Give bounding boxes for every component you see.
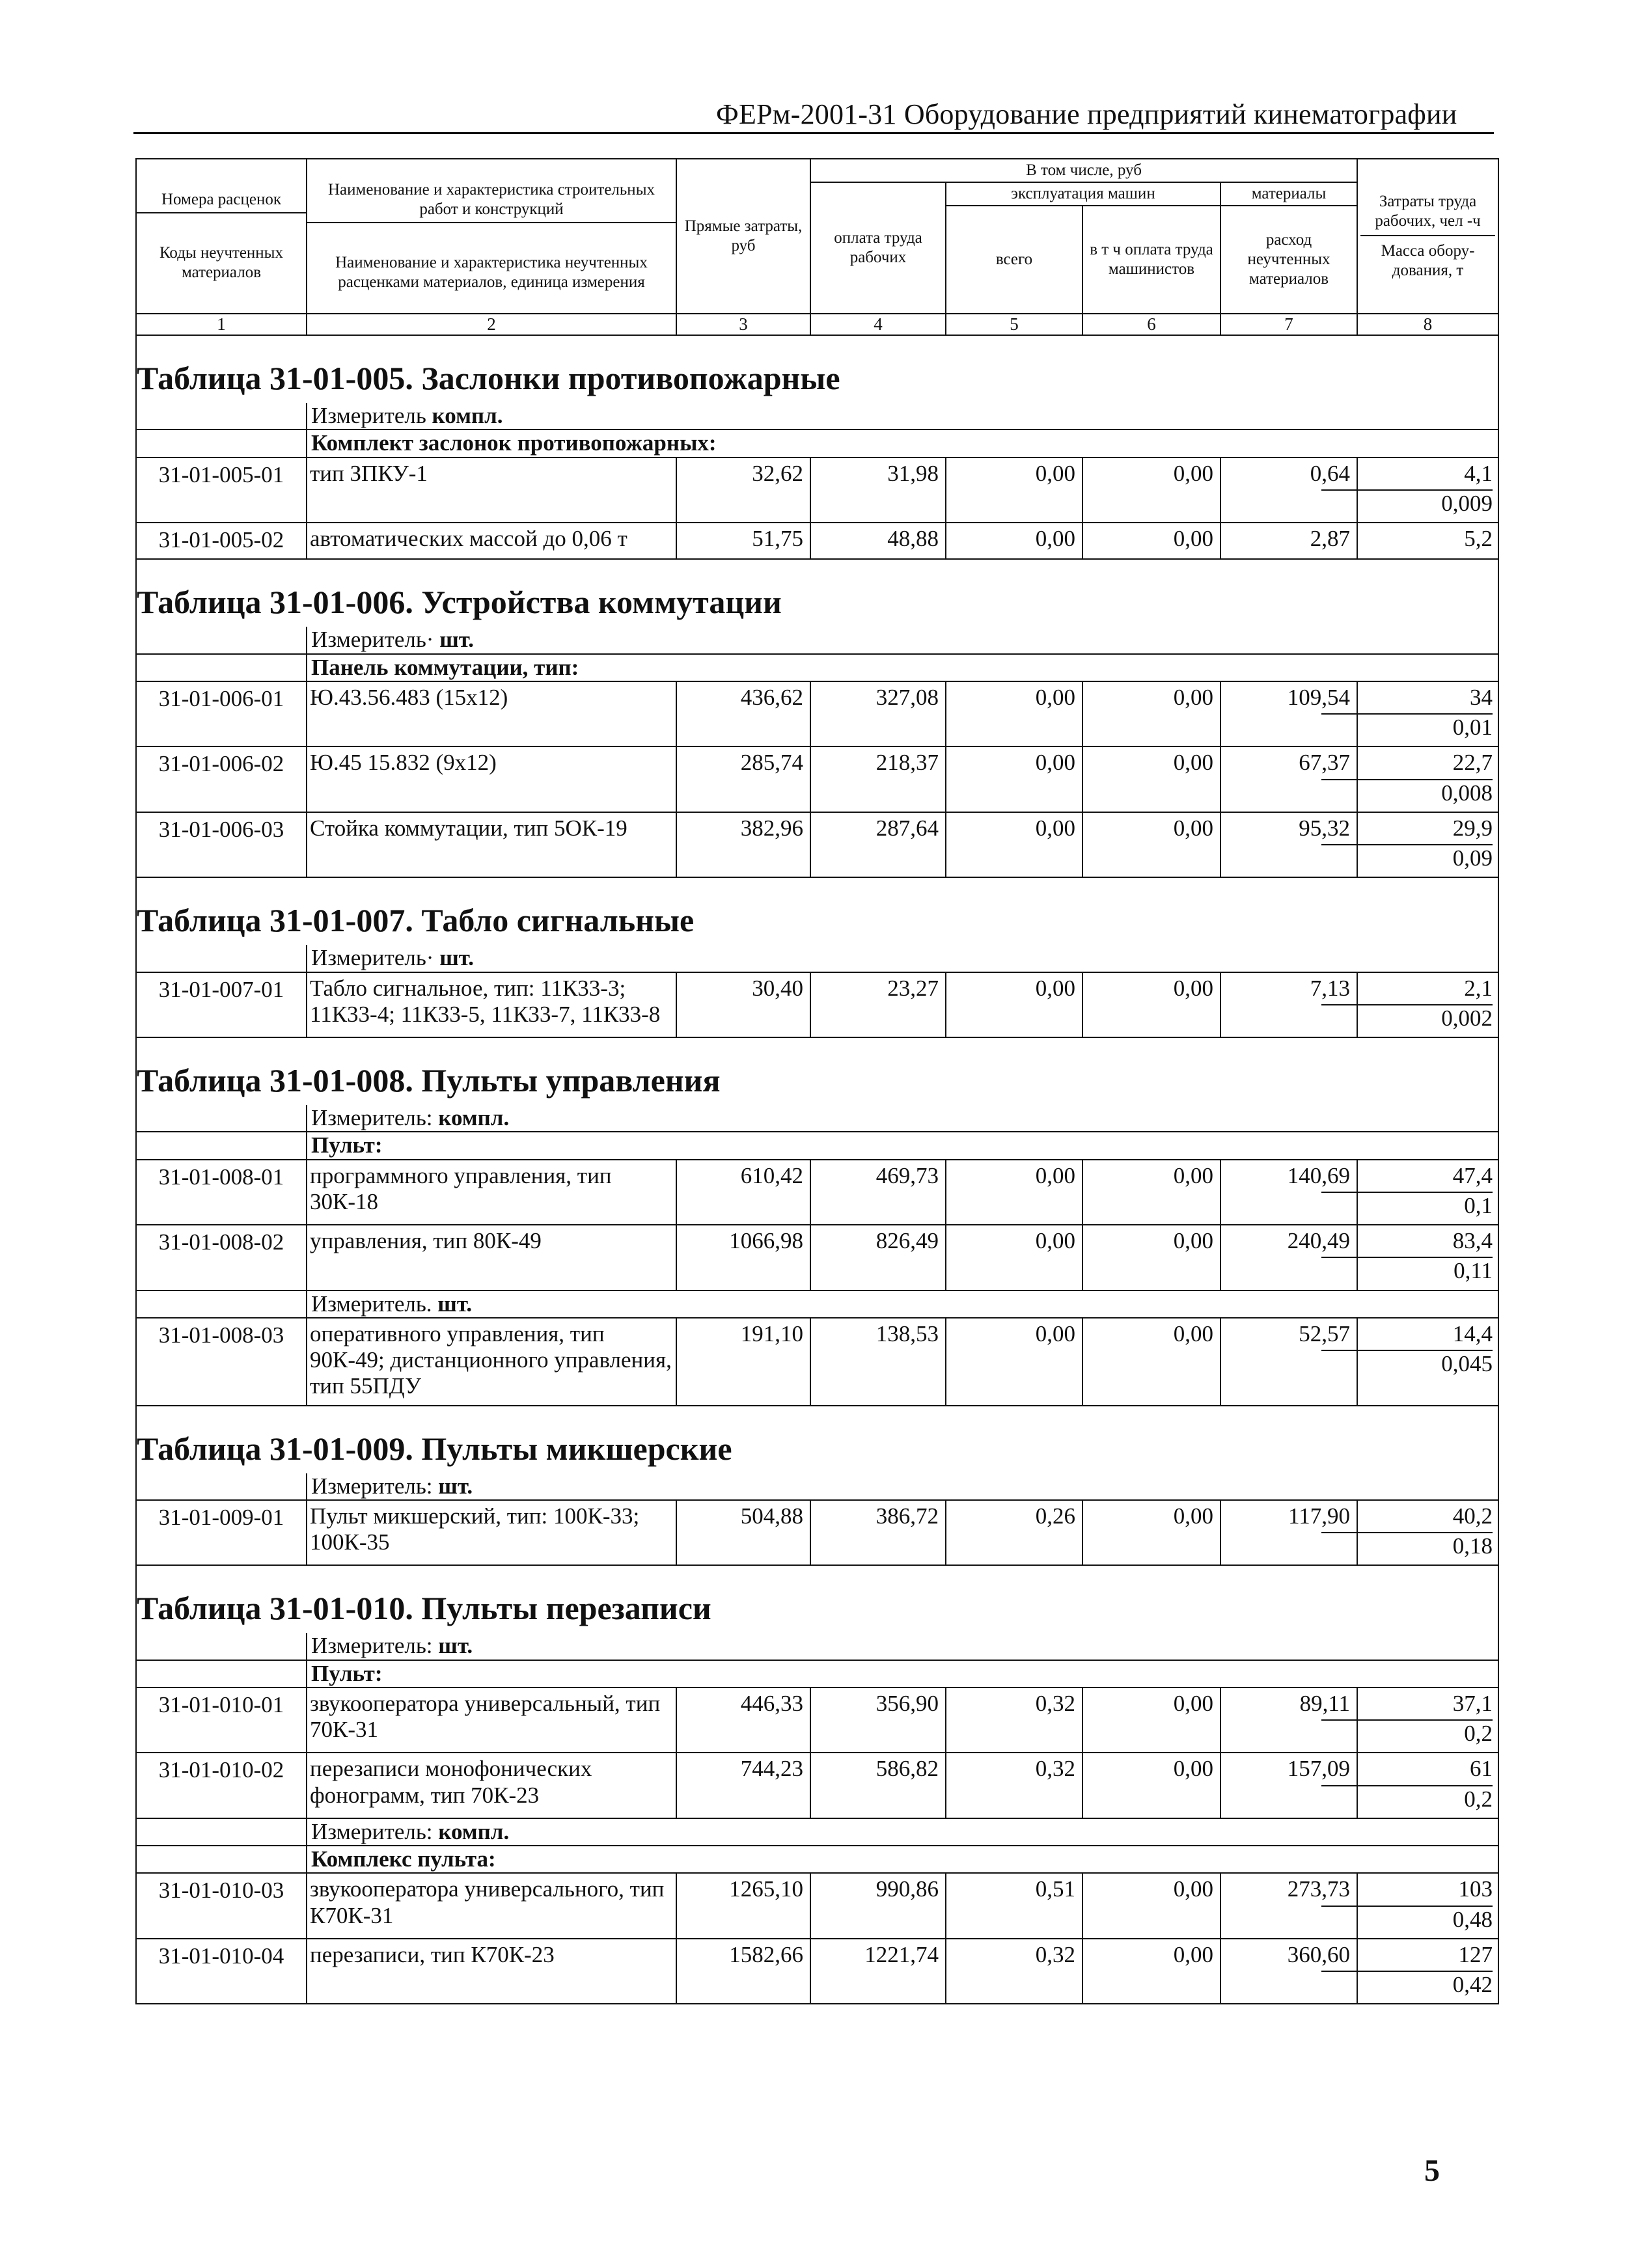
header-col5: всего <box>946 206 1082 314</box>
measurer-row <box>136 1105 1498 1132</box>
labor-wrap <box>1360 1503 1493 1529</box>
rate-labor-mass <box>1357 1318 1498 1406</box>
rate-mass: 0,09 <box>1452 845 1493 871</box>
rate-machines: 0,00 <box>946 523 1082 559</box>
rate-wages: 23,27 <box>810 972 946 1038</box>
column-number: 8 <box>1357 314 1498 335</box>
rate-direct: 1066,98 <box>676 1225 810 1291</box>
rate-direct: 191,10 <box>676 1318 810 1406</box>
group-spacer <box>136 654 307 681</box>
rate-mass: 0,42 <box>1452 1972 1493 1998</box>
rate-materials: 95,32 <box>1220 812 1357 878</box>
rate-materials: 109,54 <box>1220 681 1357 747</box>
labor-wrap <box>1360 1228 1493 1254</box>
rate-materials: 117,90 <box>1220 1500 1357 1566</box>
table-title-row <box>136 1565 1498 1633</box>
measurer-spacer <box>136 945 307 972</box>
rate-machines: 0,00 <box>946 1318 1082 1406</box>
rate-code: 31-01-006-02 <box>136 746 307 812</box>
rate-row <box>136 1873 1498 1939</box>
measurer-unit: компл. <box>432 403 503 429</box>
rate-code: 31-01-005-01 <box>136 458 307 523</box>
rate-machinists: 0,00 <box>1082 458 1220 523</box>
rate-row <box>136 1753 1498 1818</box>
rate-materials: 360,60 <box>1220 1939 1357 2004</box>
rate-machines: 0,00 <box>946 681 1082 747</box>
measurer-row <box>136 1818 1498 1846</box>
running-head: ФЕРм-2001-31 Оборудование предприятий кинематографии <box>716 98 1457 130</box>
rate-name: Ю.43.56.483 (15х12) <box>307 681 676 747</box>
rate-labor-mass <box>1357 1687 1498 1753</box>
group-spacer <box>136 430 307 457</box>
group-label: Комплекс пульта: <box>307 1846 1498 1873</box>
measurer-label: Измеритель: <box>311 1105 433 1131</box>
group-spacer <box>136 1660 307 1687</box>
rate-labor-mass <box>1357 812 1498 878</box>
rate-direct: 382,96 <box>676 812 810 878</box>
measurer-label: Измеритель· <box>311 945 434 971</box>
rate-materials: 240,49 <box>1220 1225 1357 1291</box>
rate-row <box>136 746 1498 812</box>
column-number: 5 <box>946 314 1082 335</box>
header-materials: материалы <box>1220 182 1357 206</box>
rate-row <box>136 458 1498 523</box>
rate-materials: 157,09 <box>1220 1753 1357 1818</box>
rate-mass: 0,1 <box>1464 1192 1493 1218</box>
rate-labor-mass <box>1357 1753 1498 1818</box>
rate-wages: 1221,74 <box>810 1939 946 2004</box>
column-numbers-row <box>136 314 1498 335</box>
rate-labor: 40,2 <box>1452 1503 1493 1529</box>
measurer-row <box>136 945 1498 972</box>
rate-code: 31-01-006-03 <box>136 812 307 878</box>
rate-labor-mass <box>1357 458 1498 523</box>
measurer-cell <box>307 1633 1498 1660</box>
rate-machines: 0,00 <box>946 1225 1082 1291</box>
rate-machinists: 0,00 <box>1082 1939 1220 2004</box>
table-title-row <box>136 1406 1498 1473</box>
column-number: 3 <box>676 314 810 335</box>
rate-machines: 0,51 <box>946 1873 1082 1939</box>
rate-machinists: 0,00 <box>1082 523 1220 559</box>
table-title-row <box>136 335 1498 403</box>
measurer-unit: шт. <box>438 1473 473 1499</box>
group-label: Пульт: <box>307 1660 1498 1687</box>
rate-labor-mass <box>1357 1500 1498 1566</box>
header-col2: Наименование и характеристика строительных работ и конструкций Наименование и характеристика неучтенных расценками материалов, единица измерения <box>307 159 676 314</box>
measurer-row <box>136 1291 1498 1318</box>
measurer-unit: шт. <box>437 1291 473 1317</box>
rate-name: Ю.45 15.832 (9х12) <box>307 746 676 812</box>
rate-name: перезаписи, тип К70К-23 <box>307 1939 676 2004</box>
measurer-label: Измеритель <box>311 403 426 429</box>
measurer-cell <box>307 627 1498 653</box>
rate-wages: 138,53 <box>810 1318 946 1406</box>
rate-mass: 0,2 <box>1464 1721 1493 1747</box>
column-number: 1 <box>136 314 307 335</box>
rate-direct: 446,33 <box>676 1687 810 1753</box>
rate-machines: 0,00 <box>946 746 1082 812</box>
rate-direct: 51,75 <box>676 523 810 559</box>
measurer-cell <box>307 1105 1498 1132</box>
measurer-spacer <box>136 1105 307 1132</box>
rate-materials: 273,73 <box>1220 1873 1357 1939</box>
group-spacer <box>136 1132 307 1159</box>
rate-machines: 0,32 <box>946 1687 1082 1753</box>
measurer-row <box>136 403 1498 430</box>
rate-wages: 31,98 <box>810 458 946 523</box>
measurer-row <box>136 627 1498 653</box>
rate-labor-mass <box>1357 1873 1498 1939</box>
labor-wrap <box>1360 461 1493 487</box>
labor-wrap <box>1360 526 1493 552</box>
rate-materials: 7,13 <box>1220 972 1357 1038</box>
rate-row <box>136 681 1498 747</box>
group-row <box>136 654 1498 681</box>
table-title: Таблица 31-01-007. Табло сигнальные <box>136 877 1498 945</box>
rate-direct: 30,40 <box>676 972 810 1038</box>
rate-code: 31-01-010-03 <box>136 1873 307 1939</box>
group-row <box>136 1660 1498 1687</box>
rate-row <box>136 1687 1498 1753</box>
rate-materials: 52,57 <box>1220 1318 1357 1406</box>
rate-labor: 127 <box>1458 1941 1493 1967</box>
group-spacer <box>136 1846 307 1873</box>
table-title: Таблица 31-01-005. Заслонки противопожарные <box>136 335 1498 403</box>
measurer-spacer <box>136 1291 307 1318</box>
rate-machines: 0,00 <box>946 812 1082 878</box>
rate-direct: 744,23 <box>676 1753 810 1818</box>
labor-wrap <box>1360 1163 1493 1189</box>
measurer-unit: компл. <box>438 1818 510 1844</box>
rate-machinists: 0,00 <box>1082 812 1220 878</box>
rate-name: Пульт микшерский, тип: 100К-33; 100К-35 <box>307 1500 676 1566</box>
rate-row <box>136 1225 1498 1291</box>
rate-labor: 37,1 <box>1452 1690 1493 1716</box>
measurer-label: Измеритель: <box>311 1633 433 1659</box>
labor-wrap <box>1360 815 1493 841</box>
rate-wages: 356,90 <box>810 1687 946 1753</box>
measurer-spacer <box>136 627 307 653</box>
rate-row <box>136 523 1498 559</box>
rate-machines: 0,00 <box>946 458 1082 523</box>
measurer-unit: шт. <box>438 1633 473 1659</box>
rate-labor-mass <box>1357 1160 1498 1225</box>
header-rule <box>133 132 1494 134</box>
rate-mass: 0,008 <box>1441 780 1493 806</box>
page-number: 5 <box>1424 2153 1440 2188</box>
group-row <box>136 1132 1498 1159</box>
rate-machinists: 0,00 <box>1082 972 1220 1038</box>
rate-name: оперативного управления, тип 90К-49; дистанционного управления, тип 55ПДУ <box>307 1318 676 1406</box>
measurer-unit: шт. <box>439 945 475 971</box>
rate-mass: 0,48 <box>1452 1906 1493 1932</box>
rate-materials: 67,37 <box>1220 746 1357 812</box>
rate-wages: 386,72 <box>810 1500 946 1566</box>
rate-direct: 1265,10 <box>676 1873 810 1939</box>
rate-labor-mass <box>1357 972 1498 1038</box>
measurer-label: Измеритель· <box>311 627 434 653</box>
rate-code: 31-01-005-02 <box>136 523 307 559</box>
group-label: Панель коммутации, тип: <box>307 654 1498 681</box>
rate-row <box>136 972 1498 1038</box>
rate-code: 31-01-007-01 <box>136 972 307 1038</box>
labor-wrap <box>1360 1321 1493 1347</box>
rate-wages: 469,73 <box>810 1160 946 1225</box>
group-row <box>136 430 1498 457</box>
table-title: Таблица 31-01-009. Пульты микшерские <box>136 1406 1498 1473</box>
rate-labor-mass <box>1357 681 1498 747</box>
rate-materials: 89,11 <box>1220 1687 1357 1753</box>
header-in-that-number: В том числе, руб <box>810 159 1357 182</box>
measurer-unit: компл. <box>438 1105 510 1131</box>
header-col7: расход неучтенных материалов <box>1220 206 1357 314</box>
header-col6: в т ч оплата труда машинистов <box>1082 206 1220 314</box>
rate-name: перезаписи монофонических фонограмм, тип 70К-23 <box>307 1753 676 1818</box>
rate-code: 31-01-010-04 <box>136 1939 307 2004</box>
rate-direct: 32,62 <box>676 458 810 523</box>
measurer-cell <box>307 945 1498 972</box>
header-col3: Прямые затраты, руб <box>676 159 810 314</box>
rate-mass: 0,18 <box>1452 1533 1493 1559</box>
rate-mass: 0,045 <box>1441 1351 1493 1377</box>
rate-wages: 327,08 <box>810 681 946 747</box>
column-number: 4 <box>810 314 946 335</box>
rate-machinists: 0,00 <box>1082 1160 1220 1225</box>
rates-table <box>135 158 1499 2004</box>
measurer-label: Измеритель: <box>311 1818 433 1844</box>
table-title: Таблица 31-01-010. Пульты перезаписи <box>136 1565 1498 1633</box>
labor-wrap <box>1360 1942 1493 1968</box>
column-number: 6 <box>1082 314 1220 335</box>
table-title: Таблица 31-01-008. Пульты управления <box>136 1037 1498 1105</box>
rate-name: автоматических массой до 0,06 т <box>307 523 676 559</box>
rate-name: Табло сигнальное, тип: 11К33-3; 11К33-4; 11К33-5, 11К33-7, 11К33-8 <box>307 972 676 1038</box>
rate-direct: 504,88 <box>676 1500 810 1566</box>
measurer-spacer <box>136 1473 307 1500</box>
rate-name: программного управления, тип 30К-18 <box>307 1160 676 1225</box>
rate-name: звукооператора универсального, тип К70К-31 <box>307 1873 676 1939</box>
column-number: 2 <box>307 314 676 335</box>
rate-mass: 0,009 <box>1441 490 1493 516</box>
rate-materials: 0,64 <box>1220 458 1357 523</box>
rate-wages: 218,37 <box>810 746 946 812</box>
measurer-spacer <box>136 1818 307 1846</box>
rate-machinists: 0,00 <box>1082 1500 1220 1566</box>
rate-labor: 2,1 <box>1464 975 1493 1001</box>
rate-machines: 0,26 <box>946 1500 1082 1566</box>
rate-labor: 22,7 <box>1452 750 1493 776</box>
rate-name: тип ЗПКУ-1 <box>307 458 676 523</box>
rate-name: звукооператора универсальный, тип 70К-31 <box>307 1687 676 1753</box>
rate-wages: 826,49 <box>810 1225 946 1291</box>
labor-wrap <box>1360 1756 1493 1782</box>
rate-labor: 34 <box>1470 684 1493 710</box>
measurer-label: Измеритель. <box>311 1291 432 1317</box>
measurer-spacer <box>136 1633 307 1660</box>
rate-materials: 2,87 <box>1220 523 1357 559</box>
rate-labor-mass <box>1357 1939 1498 2004</box>
header-machines: эксплуатация машин <box>946 182 1220 206</box>
rate-code: 31-01-010-01 <box>136 1687 307 1753</box>
table-title-row <box>136 559 1498 627</box>
header-row-1 <box>136 159 1498 182</box>
rate-wages: 287,64 <box>810 812 946 878</box>
rate-direct: 1582,66 <box>676 1939 810 2004</box>
measurer-spacer <box>136 403 307 430</box>
rate-row <box>136 1500 1498 1566</box>
rate-wages: 990,86 <box>810 1873 946 1939</box>
rate-direct: 436,62 <box>676 681 810 747</box>
rate-labor-mass <box>1357 523 1498 559</box>
measurer-cell <box>307 1473 1498 1500</box>
labor-wrap <box>1360 976 1493 1002</box>
rate-mass: 0,01 <box>1452 715 1493 741</box>
rate-code: 31-01-008-03 <box>136 1318 307 1406</box>
rate-row <box>136 812 1498 878</box>
rate-name: управления, тип 80К-49 <box>307 1225 676 1291</box>
rate-direct: 610,42 <box>676 1160 810 1225</box>
rate-materials: 140,69 <box>1220 1160 1357 1225</box>
table-title: Таблица 31-01-006. Устройства коммутации <box>136 559 1498 627</box>
rate-machinists: 0,00 <box>1082 1873 1220 1939</box>
labor-wrap <box>1360 1876 1493 1902</box>
measurer-cell <box>307 1818 1498 1846</box>
measurer-cell <box>307 403 1498 430</box>
rate-name: Стойка коммутации, тип 5ОК-19 <box>307 812 676 878</box>
rate-machinists: 0,00 <box>1082 746 1220 812</box>
rate-mass: 0,002 <box>1441 1005 1493 1031</box>
rate-wages: 586,82 <box>810 1753 946 1818</box>
header-col8: Затраты труда рабочих, чел -ч Масса обору- дования, т <box>1357 159 1498 314</box>
rate-labor: 61 <box>1470 1756 1493 1782</box>
labor-wrap <box>1360 1691 1493 1717</box>
rate-machines: 0,00 <box>946 972 1082 1038</box>
table-title-row <box>136 1037 1498 1105</box>
table-body <box>136 159 1498 2004</box>
measurer-cell <box>307 1291 1498 1318</box>
rate-row <box>136 1318 1498 1406</box>
rate-labor: 14,4 <box>1452 1320 1493 1346</box>
rate-row <box>136 1160 1498 1225</box>
rate-mass: 0,11 <box>1454 1258 1493 1284</box>
rate-labor: 103 <box>1458 1876 1493 1902</box>
rate-labor: 5,2 <box>1464 526 1493 552</box>
group-label: Комплект заслонок противопожарных: <box>307 430 1498 457</box>
rate-machinists: 0,00 <box>1082 1753 1220 1818</box>
header-col1: Номера расценок Коды неучтенных материалов <box>136 159 307 314</box>
rate-code: 31-01-010-02 <box>136 1753 307 1818</box>
labor-wrap <box>1360 750 1493 776</box>
column-number: 7 <box>1220 314 1357 335</box>
rate-code: 31-01-009-01 <box>136 1500 307 1566</box>
rate-labor-mass <box>1357 1225 1498 1291</box>
rate-machinists: 0,00 <box>1082 681 1220 747</box>
rate-labor-mass <box>1357 746 1498 812</box>
measurer-row <box>136 1473 1498 1500</box>
measurer-unit: шт. <box>439 627 475 653</box>
measurer-row <box>136 1633 1498 1660</box>
rate-wages: 48,88 <box>810 523 946 559</box>
labor-wrap <box>1360 685 1493 711</box>
rate-direct: 285,74 <box>676 746 810 812</box>
table-title-row <box>136 877 1498 945</box>
rate-labor: 4,1 <box>1464 460 1493 486</box>
rate-machines: 0,32 <box>946 1939 1082 2004</box>
group-label: Пульт: <box>307 1132 1498 1159</box>
rate-machinists: 0,00 <box>1082 1318 1220 1406</box>
rate-code: 31-01-006-01 <box>136 681 307 747</box>
rate-machinists: 0,00 <box>1082 1225 1220 1291</box>
rate-labor: 83,4 <box>1452 1228 1493 1254</box>
header-col4: оплата труда рабочих <box>810 182 946 314</box>
group-row <box>136 1846 1498 1873</box>
measurer-label: Измеритель: <box>311 1473 433 1499</box>
rate-code: 31-01-008-02 <box>136 1225 307 1291</box>
rate-machines: 0,32 <box>946 1753 1082 1818</box>
rate-labor: 47,4 <box>1452 1162 1493 1188</box>
rate-code: 31-01-008-01 <box>136 1160 307 1225</box>
rate-machines: 0,00 <box>946 1160 1082 1225</box>
rate-mass: 0,2 <box>1464 1786 1493 1812</box>
rate-machinists: 0,00 <box>1082 1687 1220 1753</box>
rate-row <box>136 1939 1498 2004</box>
rate-labor: 29,9 <box>1452 815 1493 841</box>
